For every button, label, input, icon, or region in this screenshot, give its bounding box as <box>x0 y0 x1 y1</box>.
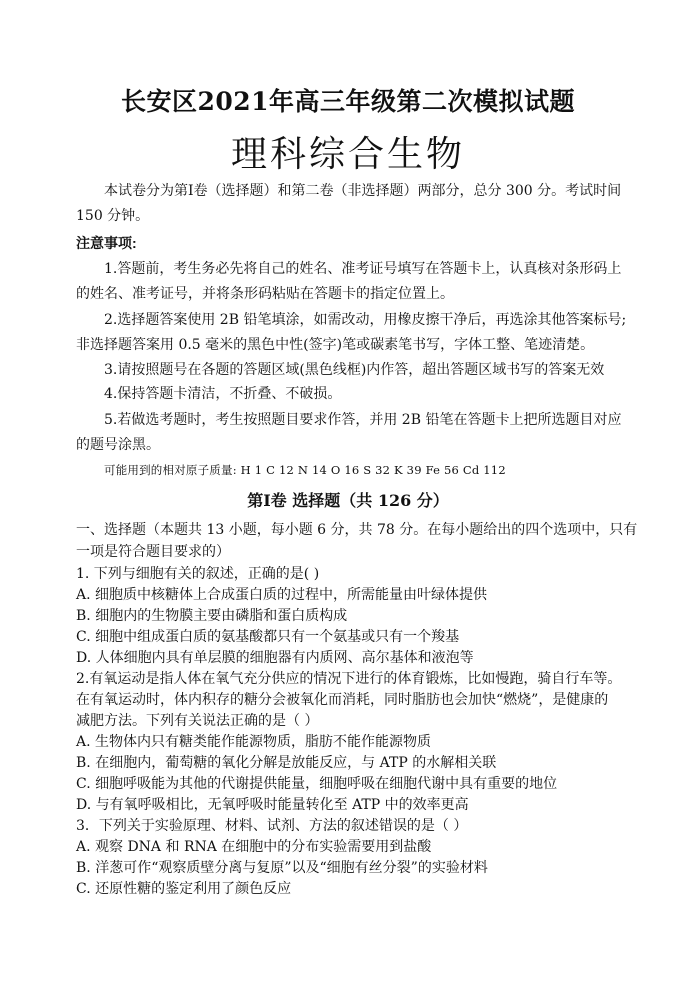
note-line: 的姓名、准考证号，并将条形码粘贴在答题卡的指定位置上。 <box>76 286 454 302</box>
question-stem: 3．下列关于实验原理、材料、试剂、方法的叙述错误的是（ ） <box>76 818 468 834</box>
intro-line: 150 分钟。 <box>76 208 150 224</box>
note-line: 2.选择题答案使用 2B 铅笔填涂，如需改动，用橡皮擦干净后，再选涂其他答案标号; <box>104 312 627 328</box>
question-stem: 2.有氧运动是指人体在氧气充分供应的情况下进行的体育锻炼，比如慢跑，骑自行车等。 <box>76 671 622 687</box>
question-option: B. 细胞内的生物膜主要由磷脂和蛋白质构成 <box>76 608 348 624</box>
notes-heading: 注意事项: <box>76 235 137 251</box>
question-option: B. 洋葱可作“观察质壁分离与复原”以及“细胞有丝分裂”的实验材料 <box>76 860 488 876</box>
question-option: C. 细胞中组成蛋白质的氨基酸都只有一个氨基或只有一个羧基 <box>76 629 460 645</box>
question-option: A. 观察 DNA 和 RNA 在细胞中的分布实验需要用到盐酸 <box>76 839 432 855</box>
question-option: D. 人体细胞内具有单层膜的细胞器有内质网、高尔基体和液泡等 <box>76 650 474 666</box>
question-option: C. 细胞呼吸能为其他的代谢提供能量，细胞呼吸在细胞代谢中具有重要的地位 <box>76 776 558 792</box>
question-option: D. 与有氧呼吸相比，无氧呼吸时能量转化至 ATP 中的效率更高 <box>76 797 469 813</box>
note-line: 5.若做选考题时，考生按照题目要求作答，并用 2B 铅笔在答题卡上把所选题目对应 <box>104 412 622 428</box>
exam-title: 长安区2021年高三年级第二次模拟试题 <box>120 87 576 116</box>
section-title: 第Ⅰ卷 选择题（共 126 分） <box>247 491 449 510</box>
question-stem: 1. 下列与细胞有关的叙述，正确的是( ) <box>76 566 320 582</box>
note-line: 4.保持答题卡清洁，不折叠、不破损。 <box>104 386 342 402</box>
question-option: A. 生物体内只有糖类能作能源物质，脂肪不能作能源物质 <box>76 734 432 750</box>
question-option: B. 在细胞内，葡萄糖的氧化分解是放能反应，与 ATP 的水解相关联 <box>76 755 497 771</box>
note-line: 1.答题前，考生务必先将自己的姓名、准考证号填写在答题卡上，认真核对条形码上 <box>104 261 622 277</box>
question-option: A. 细胞质中核糖体上合成蛋白质的过程中，所需能量由叶绿体提供 <box>76 587 488 603</box>
question-stem: 在有氧运动时，体内积存的糖分会被氧化而消耗，同时脂肪也会加快“燃烧”，是健康的 <box>76 692 609 708</box>
intro-line: 本试卷分为第Ⅰ卷（选择题）和第二卷（非选择题）两部分，总分 300 分。考试时间 <box>104 183 622 199</box>
note-line: 3.请按照题号在各题的答题区域(黑色线框)内作答，超出答题区域书写的答案无效 <box>104 362 605 378</box>
note-line: 的题号涂黑。 <box>76 437 160 453</box>
question-option: C. 还原性糖的鉴定利用了颜色反应 <box>76 881 292 897</box>
section-instructions: 一、选择题（本题共 13 小题，每小题 6 分，共 78 分。在每小题给出的四个选项中，只有 <box>76 522 638 538</box>
question-stem: 减肥方法。下列有关说法正确的是（ ） <box>76 713 319 729</box>
section-instructions: 一项是符合题目要求的） <box>76 544 230 560</box>
atomic-masses: 可能用到的相对原子质量: H 1 C 12 N 14 O 16 S 32 K 39 Fe 56 Cd 112 <box>104 463 506 477</box>
note-line: 非选择题答案用 0.5 毫米的黑色中性(签字)笔或碳素笔书写，字体工整、笔迹清楚。 <box>76 337 595 353</box>
subject-title: 理科综合生物 <box>230 134 465 175</box>
